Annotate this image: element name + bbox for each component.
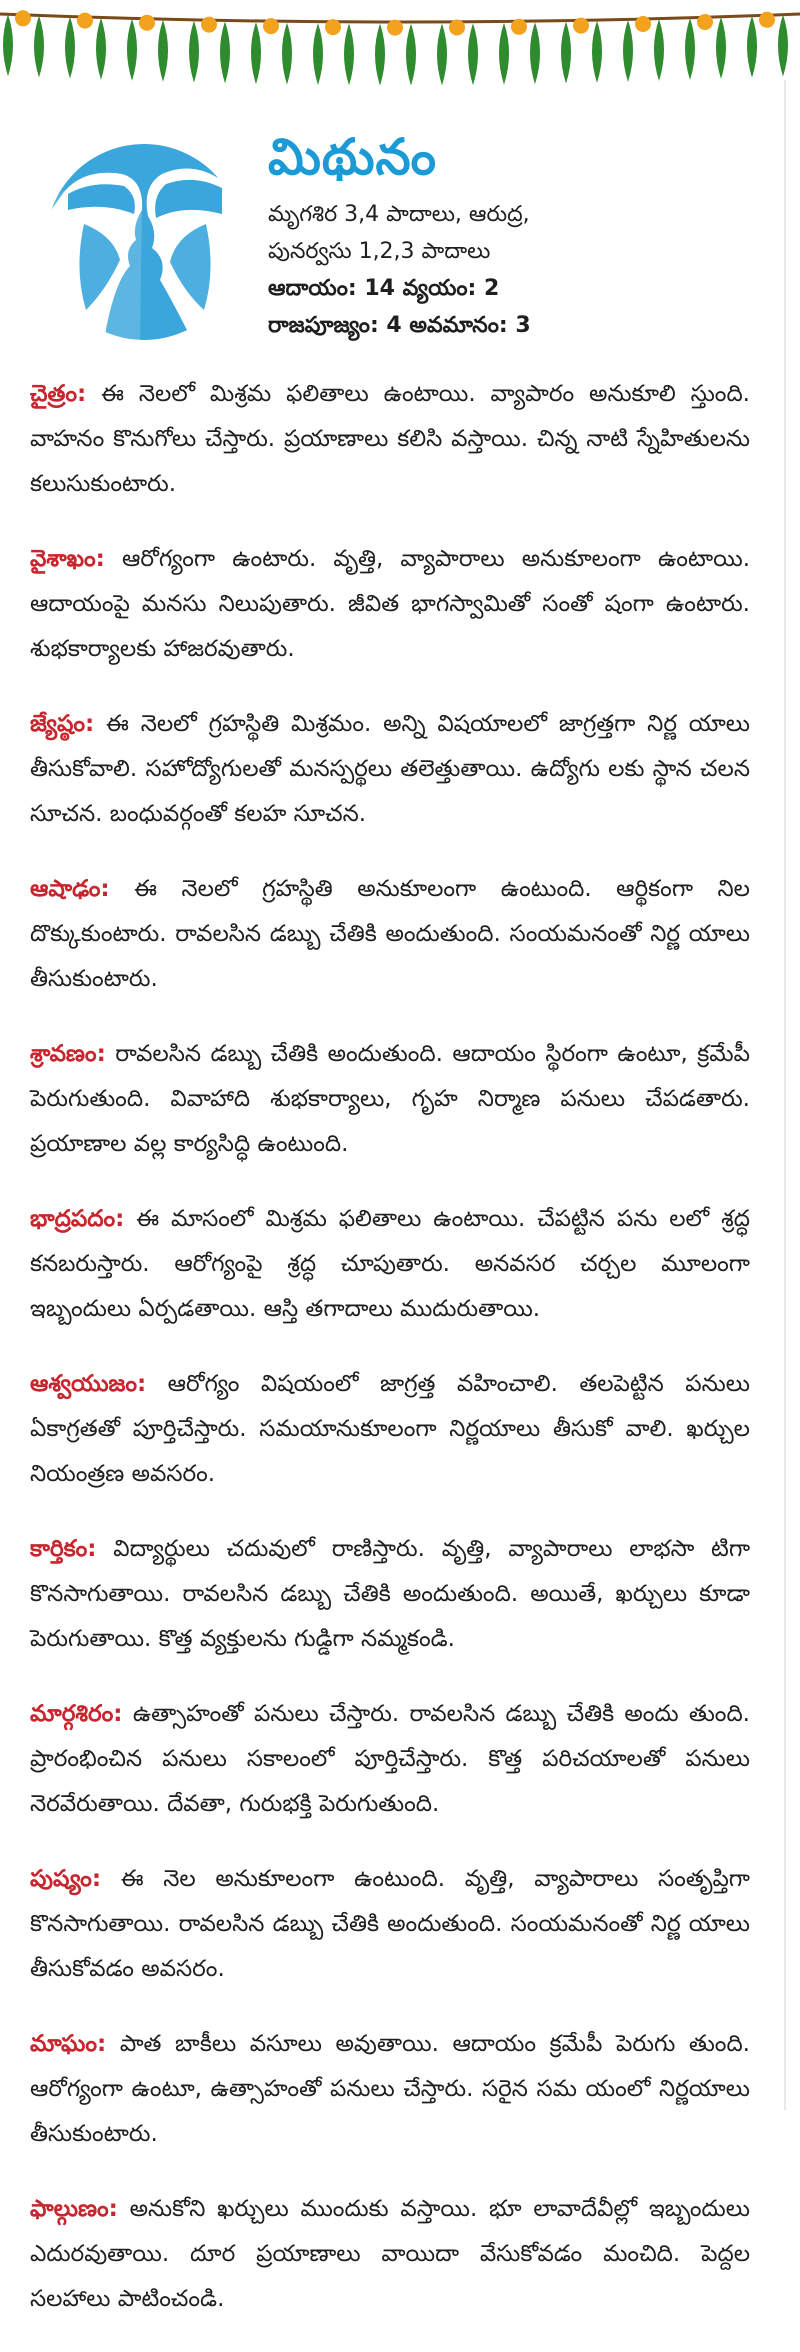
honour-insult: రాజపూజ్యం: 4 అవమానం: 3: [268, 313, 531, 338]
mango-leaf-icon: [158, 20, 168, 82]
nakshatra-line-1: మృగశిర 3,4 పాదాలు, ఆరుద్ర,: [268, 202, 530, 227]
month-text: విద్యార్థులు చదువులో రాణిస్తారు. వృత్తి, వ్యాపారాలు లాభసా టిగా కొనసాగుతాయి. రావలసిన డబ్బు చేతికి అందుతుంది. అయితే, ఖర్చులు కూడా పెరుగుతాయి. కొత్త వ్యక్తులను గుడ్డిగా నమ్మకండి.: [30, 1536, 750, 1652]
month-entry: [30, 537, 750, 672]
mango-leaf-icon: [3, 14, 13, 76]
marigold-flower-icon: [263, 18, 279, 34]
month-text: ఈ నెల అనుకూలంగా ఉంటుంది. వృత్తి, వ్యాపారాలు సంతృప్తిగా కొనసాగుతాయి. రావలసిన డబ్బు చేతికి అందుతుంది. సంయమనంతో నిర్ణ యాలు తీసుకోవడం అవసరం.: [30, 1866, 750, 1982]
month-text: ఉత్సాహంతో పనులు చేస్తారు. రావలసిన డబ్బు చేతికి అందు తుంది. ప్రారంభించిన పనులు సకాలంలో పూర్తిచేస్తారు. కొత్త పరిచయాలతో పనులు నెరవేరుతాయి. దేవతా, గురుభక్తి పెరుగుతుంది.: [30, 1701, 750, 1817]
month-entry: [30, 702, 750, 837]
month-name: భాద్రపదం:: [30, 1206, 125, 1232]
mango-leaf-icon: [747, 16, 757, 78]
month-text: ఈ మాసంలో మిశ్రమ ఫలితాలు ఉంటాయి. చేపట్టిన పను లలో శ్రద్ధ కనబరుస్తారు. ఆరోగ్యంపై శ్రద్ధ చూపుతారు. అనవసర చర్చల మూలంగా ఇబ్బందులు ఏర్పడతాయి. ఆస్తి తగాదాలు ముదురుతాయి.: [30, 1206, 750, 1322]
month-text: ఈ నెలలో గ్రహస్థితి మిశ్రమం. అన్ని విషయాలలో జాగ్రత్తగా నిర్ణ యాలు తీసుకోవాలి. సహోద్యోగులతో మనస్పర్థలు తలెత్తుతాయి. ఉద్యోగు లకు స్థాన చలన సూచన. బంధువర్గంతో కలహ సూచన.: [30, 711, 750, 827]
nakshatra-line-2: పునర్వసు 1,2,3 పాదాలు: [268, 239, 491, 264]
mango-leaf-icon: [530, 22, 540, 84]
mango-leaf-icon: [65, 17, 75, 79]
marigold-flower-icon: [449, 19, 465, 35]
month-name: ఫాల్గుణం:: [30, 2196, 118, 2222]
month-text: ఆరోగ్యం విషయంలో జాగ్రత్త వహించాలి. తలపెట్టిన పనులు ఏకాగ్రతతో పూర్తిచేస్తారు. సమయానుకూలంగా నిర్ణయాలు తీసుకో వాలి. ఖర్చుల నియంత్రణ అవసరం.: [30, 1371, 750, 1487]
sign-details: [268, 196, 531, 344]
right-divider: [784, 80, 786, 2110]
month-name: శ్రావణం:: [30, 1041, 106, 1067]
mango-leaf-icon: [685, 18, 695, 80]
income-expense: ఆదాయం: 14 వ్యయం: 2: [268, 276, 500, 301]
month-text: రావలసిన డబ్బు చేతికి అందుతుంది. ఆదాయం స్థిరంగా ఉంటూ, క్రమేపీ పెరుగుతుంది. వివాహాది శుభకార్యాలు, గృహ నిర్మాణ పనులు చేపడతారు. ప్రయాణాల వల్ల కార్యసిద్ధి ఉంటుంది.: [30, 1041, 750, 1157]
marigold-flower-icon: [201, 17, 217, 33]
mango-leaf-icon: [251, 22, 261, 84]
mango-leaf-icon: [499, 23, 509, 85]
month-entry: [30, 2187, 750, 2322]
mango-leaf-icon: [313, 23, 323, 85]
month-entry: [30, 1857, 750, 1992]
month-name: చైత్రం:: [30, 381, 87, 407]
mango-leaf-garland: [0, 0, 800, 95]
mango-leaf-icon: [375, 24, 385, 86]
mango-leaf-icon: [468, 23, 478, 85]
month-name: కార్తికం:: [30, 1536, 97, 1562]
month-entry: [30, 372, 750, 507]
month-text: అనుకోని ఖర్చులు ముందుకు వస్తాయి. భూ లావాదేవీల్లో ఇబ్బందులు ఎదురవుతాయి. దూర ప్రయాణాలు వాయిదా వేసుకోవడం మంచిది. పెద్దల సలహాలు పాటించండి.: [30, 2196, 750, 2312]
month-text: ఈ నెలలో మిశ్రమ ఫలితాలు ఉంటాయి. వ్యాపారం అనుకూలి స్తుంది. వాహనం కొనుగోలు చేస్తారు. ప్రయాణాలు కలిసి వస్తాయి. చిన్న నాటి స్నేహితులను కలుసుకుంటారు.: [30, 381, 750, 497]
mango-leaf-icon: [654, 19, 664, 81]
marigold-flower-icon: [387, 20, 403, 36]
month-entry: [30, 2022, 750, 2157]
sign-title: మిథునం: [268, 128, 437, 186]
month-entry: [30, 1362, 750, 1497]
marigold-flower-icon: [697, 14, 713, 30]
mango-leaf-icon: [96, 18, 106, 80]
mango-leaf-icon: [282, 23, 292, 85]
marigold-flower-icon: [635, 16, 651, 32]
monthly-predictions: [30, 372, 750, 2352]
mango-leaf-icon: [220, 21, 230, 83]
month-entry: [30, 1692, 750, 1827]
month-name: ఆషాఢం:: [30, 876, 110, 902]
gemini-couple-emblem: [44, 140, 244, 345]
month-entry: [30, 867, 750, 1002]
month-text: ఆరోగ్యంగా ఉంటారు. వృత్తి, వ్యాపారాలు అనుకూలంగా ఉంటాయి. ఆదాయంపై మనసు నిలుపుతారు. జీవిత భాగస్వామితో సంతో షంగా ఉంటారు. శుభకార్యాలకు హాజరవుతారు.: [30, 546, 750, 662]
month-name: పుష్యం:: [30, 1866, 102, 1892]
mango-leaf-icon: [716, 17, 726, 79]
mango-leaf-icon: [34, 15, 44, 77]
marigold-flower-icon: [77, 13, 93, 29]
mango-leaf-icon: [437, 23, 447, 85]
month-name: వైశాఖం:: [30, 546, 105, 572]
marigold-flower-icon: [573, 18, 589, 34]
month-entry: [30, 1032, 750, 1167]
month-entry: [30, 1197, 750, 1332]
mango-leaf-icon: [127, 19, 137, 81]
mango-leaf-icon: [623, 20, 633, 82]
marigold-flower-icon: [15, 10, 31, 26]
mango-leaf-icon: [406, 24, 416, 86]
marigold-flower-icon: [511, 19, 527, 35]
marigold-flower-icon: [139, 15, 155, 31]
month-name: మార్గశిరం:: [30, 1701, 123, 1727]
mango-leaf-icon: [778, 15, 788, 77]
month-text: పాత బాకీలు వసూలు అవుతాయి. ఆదాయం క్రమేపీ పెరుగు తుంది. ఆరోగ్యంగా ఉంటూ, ఉత్సాహంతో పనులు చేస్తారు. సరైన సమ యంలో నిర్ణయాలు తీసుకుంటారు.: [30, 2031, 750, 2147]
month-name: ఆశ్వయుజం:: [30, 1371, 147, 1397]
mango-leaf-icon: [344, 23, 354, 85]
marigold-flower-icon: [325, 19, 341, 35]
mango-leaf-icon: [592, 21, 602, 83]
mango-leaf-icon: [561, 22, 571, 84]
month-entry: [30, 1527, 750, 1662]
month-text: ఈ నెలలో గ్రహస్థితి అనుకూలంగా ఉంటుంది. ఆర్థికంగా నిల దొక్కుకుంటారు. రావలసిన డబ్బు చేతికి అందుతుంది. సంయమనంతో నిర్ణ యాలు తీసుకుంటారు.: [30, 876, 750, 992]
mango-leaf-icon: [189, 21, 199, 83]
month-name: జ్యేష్ఠం:: [30, 711, 95, 737]
marigold-flower-icon: [759, 12, 775, 28]
month-name: మాఘం:: [30, 2031, 107, 2057]
